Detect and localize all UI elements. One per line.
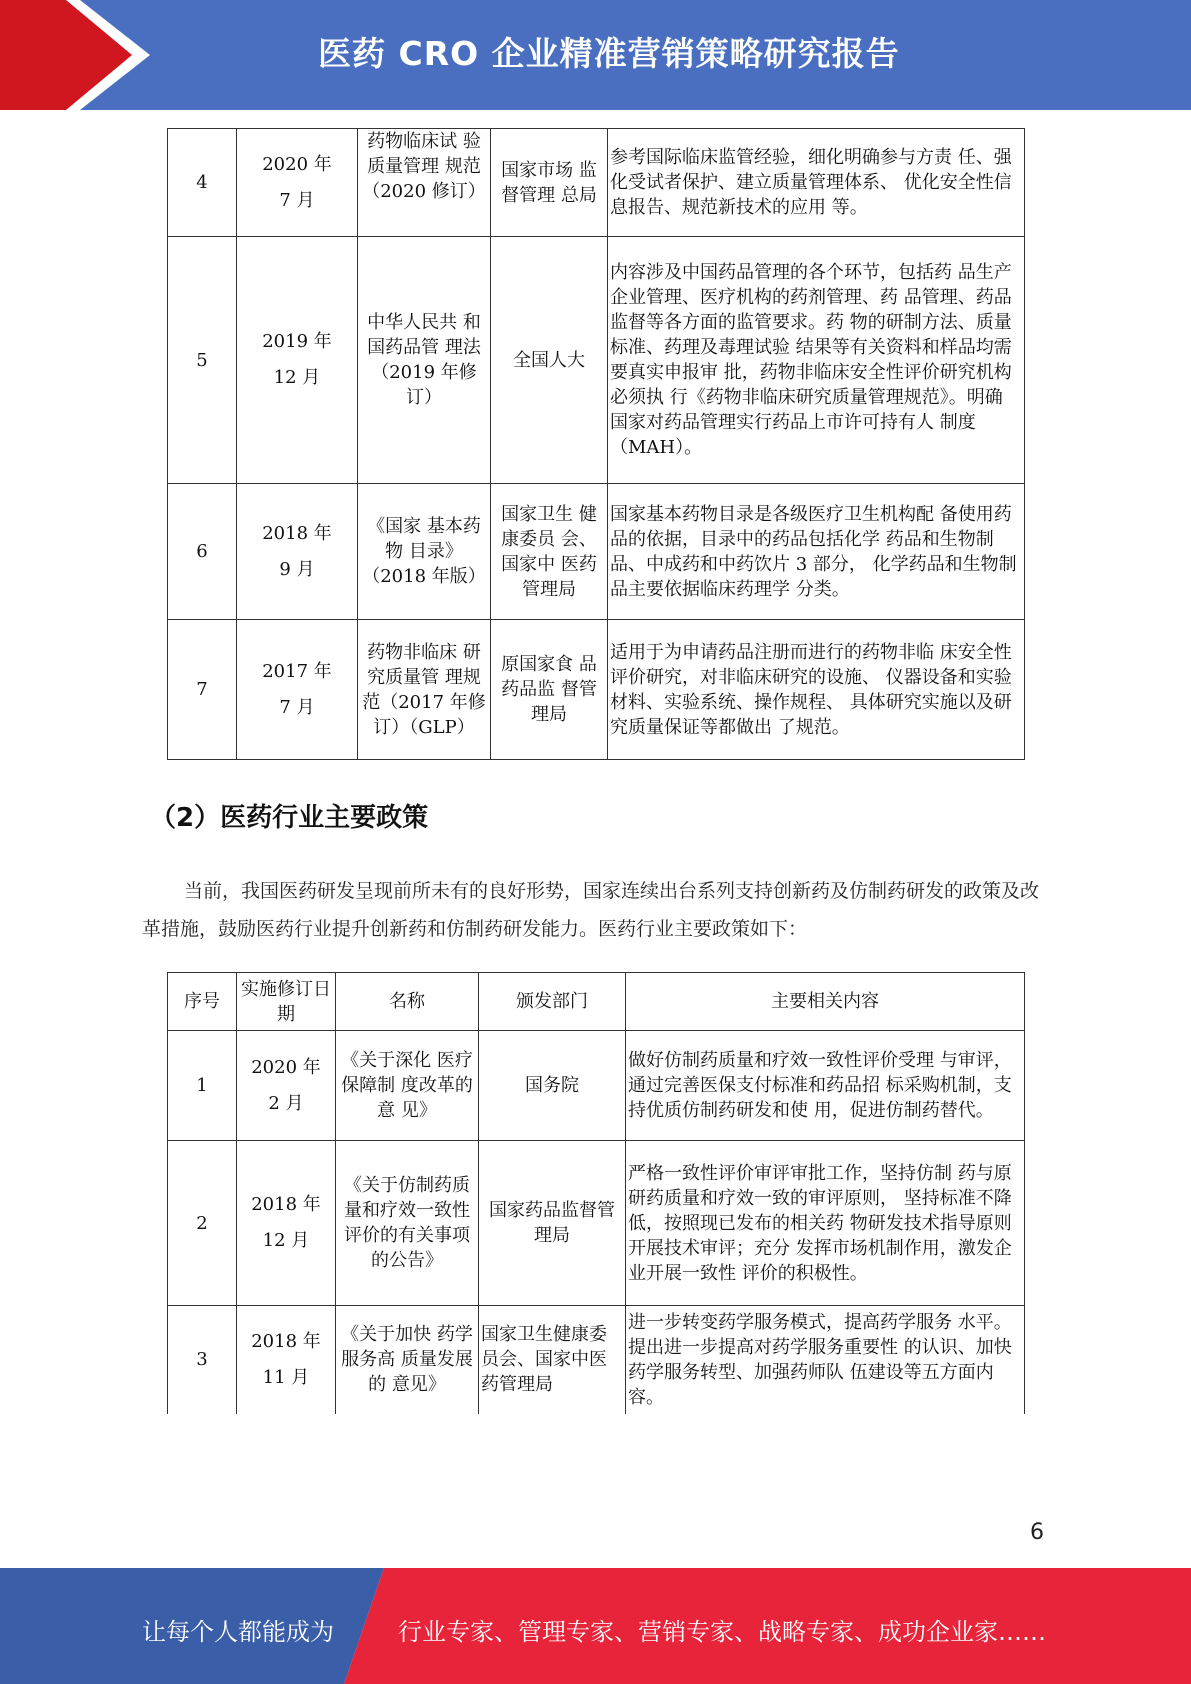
row-content: 进一步转变药学服务模式，提高药学服务 水平。提出进一步提高对药学服务重要性 的认识、加快药学服务转型、加强药师队 伍建设等五方面内容。 — [626, 1306, 1025, 1414]
footer-slogan-left: 让每个人都能成为 — [142, 1618, 334, 1646]
row-content: 做好仿制药质量和疗效一致性评价受理 与审评，通过完善医保支付标准和药品招 标采购机制，支持优质仿制药研发和使 用，促进仿制药替代。 — [626, 1031, 1025, 1141]
report-title: 医药 CRO 企业精准营销策略研究报告 — [318, 34, 900, 73]
table-row — [168, 237, 1025, 484]
header-no: 序号 — [168, 973, 237, 1031]
table-row — [168, 129, 1025, 237]
row-content: 内容涉及中国药品管理的各个环节，包括药 品生产企业管理、医疗机构的药剂管理、药 品管理、药品监督等各方面的监管要求。药 物的研制方法、质量标准、药理及毒理试验 结果等有关资料和样品均需要真实申报审 批，药物非临床安全性评价研究机构必须执 行《药物非临床研究质量管理规范》。明确 国家对药品管理实行药品上市许可持有人 制度（MAH）。 — [608, 237, 1025, 484]
policy-table — [167, 972, 1025, 1414]
section-heading: （2）医药行业主要政策 — [150, 803, 429, 833]
row-number: 4 — [168, 129, 237, 237]
header-date: 实施修订日期 — [237, 973, 336, 1031]
row-name: 中华人民共 和国药品管 理法（2019 年修订） — [358, 237, 491, 484]
row-dept: 国家卫生 健康委员 会、国家中 医药管理局 — [491, 484, 608, 620]
row-date: 2018 年 12 月 — [237, 1141, 336, 1306]
row-date: 2018 年 9 月 — [237, 484, 358, 620]
row-name: 《关于加快 药学服务高 质量发展的 意见》 — [336, 1306, 479, 1414]
row-dept: 国务院 — [479, 1031, 626, 1141]
table-row — [168, 484, 1025, 620]
table-row — [168, 1141, 1025, 1306]
row-name: 药物非临床 研究质量管 理规范（2017 年修订）（GLP） — [358, 620, 491, 760]
row-name: 《关于仿制药质量和疗效一致性评价的有关事项的公告》 — [336, 1141, 479, 1306]
header-name: 名称 — [336, 973, 479, 1031]
row-dept: 国家药品监督管理局 — [479, 1141, 626, 1306]
row-content: 国家基本药物目录是各级医疗卫生机构配 备使用药品的依据，目录中的药品包括化学 药品和生物制品、中成药和中药饮片 3 部分， 化学药品和生物制品主要依据临床药理学 分类。 — [608, 484, 1025, 620]
table-header-row — [168, 973, 1025, 1031]
row-name: 《关于深化 医疗保障制 度改革的意 见》 — [336, 1031, 479, 1141]
row-dept: 全国人大 — [491, 237, 608, 484]
row-date: 2020 年 2 月 — [237, 1031, 336, 1141]
row-name: 药物临床试 验质量管理 规范（2020 修订） — [358, 129, 491, 237]
footer-slogan-right: 行业专家、管理专家、营销专家、战略专家、成功企业家…… — [398, 1618, 1046, 1646]
row-name: 《国家 基本药物 目录》（2018 年版） — [358, 484, 491, 620]
page-number: 6 — [1030, 1520, 1044, 1545]
header-banner — [0, 0, 1191, 110]
header-content: 主要相关内容 — [626, 973, 1025, 1031]
table-row — [168, 1306, 1025, 1414]
intro-paragraph: 当前，我国医药研发呈现前所未有的良好形势，国家连续出台系列支持创新药及仿制药研发的政策及改革措施，鼓励医药行业提升创新药和仿制药研发能力。医药行业主要政策如下： — [142, 880, 1040, 940]
header-dept: 颁发部门 — [479, 973, 626, 1031]
row-number: 5 — [168, 237, 237, 484]
table-row — [168, 1031, 1025, 1141]
table-row — [168, 620, 1025, 760]
row-content: 严格一致性评价审评审批工作，坚持仿制 药与原研药质量和疗效一致的审评原则， 坚持标准不降低，按照现已发布的相关药 物研发技术指导原则开展技术审评；充分 发挥市场机制作用，激发企业开展一致性 评价的积极性。 — [626, 1141, 1025, 1306]
row-number: 7 — [168, 620, 237, 760]
row-date: 2017 年 7 月 — [237, 620, 358, 760]
footer-banner — [0, 1568, 1191, 1684]
row-date: 2020 年 7 月 — [237, 129, 358, 237]
row-dept: 原国家食 品药品监 督管理局 — [491, 620, 608, 760]
regulation-table — [167, 128, 1025, 760]
row-number: 1 — [168, 1031, 237, 1141]
row-content: 适用于为申请药品注册而进行的药物非临 床安全性评价研究，对非临床研究的设施、 仪器设备和实验材料、实验系统、操作规程、 具体研究实施以及研究质量保证等都做出 了规范。 — [608, 620, 1025, 760]
row-content: 参考国际临床监管经验，细化明确参与方责 任、强化受试者保护、建立质量管理体系、 优化安全性信息报告、规范新技术的应用 等。 — [608, 129, 1025, 237]
row-number: 2 — [168, 1141, 237, 1306]
row-dept: 国家市场 监督管理 总局 — [491, 129, 608, 237]
row-date: 2018 年 11 月 — [237, 1306, 336, 1414]
row-number: 6 — [168, 484, 237, 620]
row-dept: 国家卫生健康委员会、国家中医药管理局 — [479, 1306, 626, 1414]
row-date: 2019 年 12 月 — [237, 237, 358, 484]
row-number: 3 — [168, 1306, 237, 1414]
